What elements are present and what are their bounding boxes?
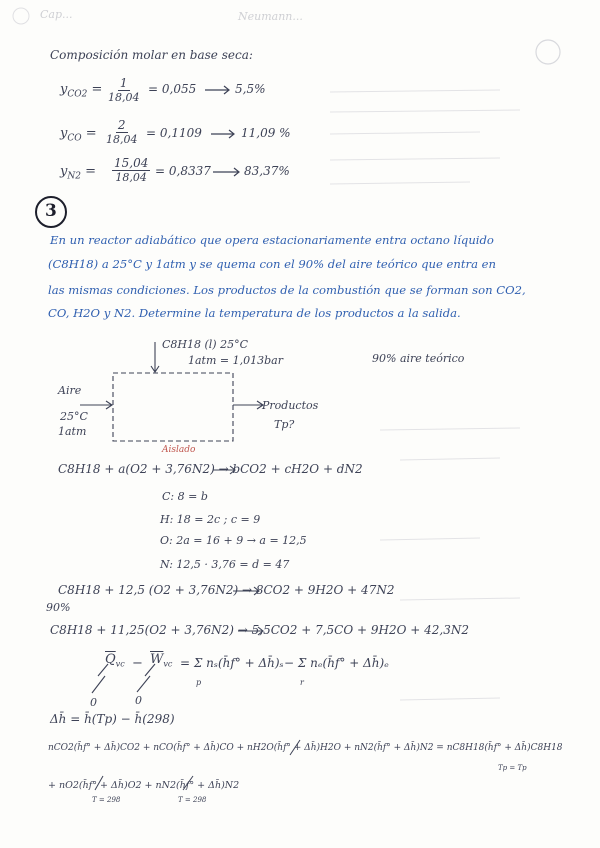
y-co-result: = 0,1109 [146, 126, 202, 140]
y-n2-num: 15,04 [114, 156, 149, 170]
sum-products-text: Σ nₛ(h̄f° + Δh̄)ₛ [193, 656, 284, 670]
products-temp: Tp? [274, 418, 295, 431]
delta-h-definition: Δh̄ = h̄(Tp) − h̄(298) [50, 712, 175, 726]
minus-sign: − [132, 656, 143, 671]
note-tp: Tp = Tp [498, 764, 527, 772]
y-co2-fraction [108, 76, 140, 105]
air-pressure: 1atm [58, 425, 87, 438]
problem-line-1: En un reactor adiabático que opera estacionariamente entra octano líquido [50, 233, 494, 247]
energy-line-1: nCO2(h̄f° + Δh̄)CO2 + nCO(h̄f° + Δh̄)CO + nH2O(h̄f° + Δh̄)H2O + nN2(h̄f° + Δh̄)N2 = nC8H18(h̄f° + Δh̄)C8H18 [48, 743, 563, 753]
y-co2-num: 1 [119, 76, 128, 90]
sum-products: = Σ nₛ(h̄f° + Δh̄)ₛ [180, 656, 284, 670]
sum-reactants-sub: r [300, 678, 304, 687]
y-co-percent: 11,09 % [241, 126, 291, 140]
theoretical-reaction: C8H18 + 12,5 (O2 + 3,76N2) → 8CO2 + 9H2O + 47N2 [58, 583, 395, 597]
composition-arrows [205, 86, 239, 176]
air-label: Aire [58, 384, 82, 397]
zero-right: 0 [135, 694, 142, 707]
y-co-fraction [106, 118, 138, 147]
ghost-circle [536, 40, 560, 64]
note-298-b: T = 298 [178, 796, 207, 804]
nitrogen-balance: N: 12,5 · 3,76 = d = 47 [160, 558, 290, 571]
fuel-label: C8H18 (l) 25°C [162, 338, 249, 351]
y-n2-den: 18,04 [115, 171, 147, 184]
y-n2-label: $y_{N2}$ = [60, 164, 96, 182]
sum-reactants-text: Σ nₑ(h̄f° + Δh̄)ₑ [297, 656, 389, 670]
w-sub: vc [163, 659, 173, 669]
oxygen-balance: O: 2a = 16 + 9 → a = 12,5 [160, 534, 307, 547]
problem-number: 3 [45, 201, 57, 221]
y-co-num: 2 [117, 118, 126, 132]
y-co2-sub: CO2 [67, 89, 88, 100]
fuel-pressure: 1atm = 1,013bar [188, 354, 283, 367]
reactor-box [113, 373, 233, 441]
q-term [105, 652, 125, 669]
y-n2-fraction [112, 156, 150, 185]
note-298-a: T = 298 [92, 796, 121, 804]
y-co-symbol: y [60, 126, 68, 141]
energy-line-2: + nO2(h̄f° + Δh̄)O2 + nN2(h̄f° + Δh̄)N2 [48, 780, 240, 791]
y-co-label: $y_{CO}$ = [60, 126, 97, 144]
carbon-balance: C: 8 = b [162, 490, 208, 503]
reaction-arrows [213, 466, 263, 635]
ghost-lines [330, 90, 520, 700]
q-symbol: $\overline{Q}$ [105, 652, 116, 667]
y-co-sub: CO [67, 133, 82, 144]
q-sub: vc [115, 659, 125, 669]
y-co2-percent: 5,5% [235, 82, 266, 96]
w-symbol: $\overline{W}$ [150, 652, 164, 667]
y-co2-symbol: y [60, 82, 68, 97]
y-co2-result: = 0,055 [148, 82, 197, 96]
products-label: Productos [262, 399, 319, 412]
ghost-header-right: Neumann... [238, 10, 303, 23]
actual-reaction: C8H18 + 11,25(O2 + 3,76N2) → 5,5CO2 + 7,5CO + 9H2O + 42,3N2 [50, 623, 469, 637]
w-term [150, 652, 172, 669]
sum-reactants: − Σ nₑ(h̄f° + Δh̄)ₑ [284, 656, 389, 670]
y-n2-percent: 83,37% [244, 164, 290, 178]
sum-products-sub: p [196, 678, 202, 687]
y-n2-result: = 0,8337 [155, 164, 211, 178]
zero-left: 0 [90, 696, 97, 709]
problem-line-3: las mismas condiciones. Los productos de la combustión que se forman son CO2, [48, 283, 526, 297]
hydrogen-balance: H: 18 = 2c ; c = 9 [160, 513, 261, 526]
composition-title: Composición molar en base seca: [50, 48, 253, 62]
y-co2-label: $y_{CO2}$ = [60, 82, 103, 100]
air-percent-note: 90% aire teórico [372, 352, 465, 365]
air-temp: 25°C [60, 410, 88, 423]
y-co2-den: 18,04 [108, 91, 140, 104]
problem-line-2: (C8H18) a 25°C y 1atm y se quema con el 90% del aire teórico que entra en [48, 257, 496, 271]
ghost-header-left: Cap... [40, 8, 73, 21]
general-reaction: C8H18 + a(O2 + 3,76N2) → bCO2 + cH2O + dN2 [58, 462, 363, 476]
adiabatic-label: Aislado [162, 445, 196, 455]
y-n2-sub: N2 [67, 171, 81, 182]
y-co-den: 18,04 [106, 133, 138, 146]
y-n2-symbol: y [60, 164, 68, 179]
problem-line-4: CO, H2O y N2. Determine la temperatura de los productos a la salida. [48, 306, 461, 320]
ghost-circle-left [13, 8, 29, 24]
ninety-percent-label: 90% [46, 601, 71, 614]
